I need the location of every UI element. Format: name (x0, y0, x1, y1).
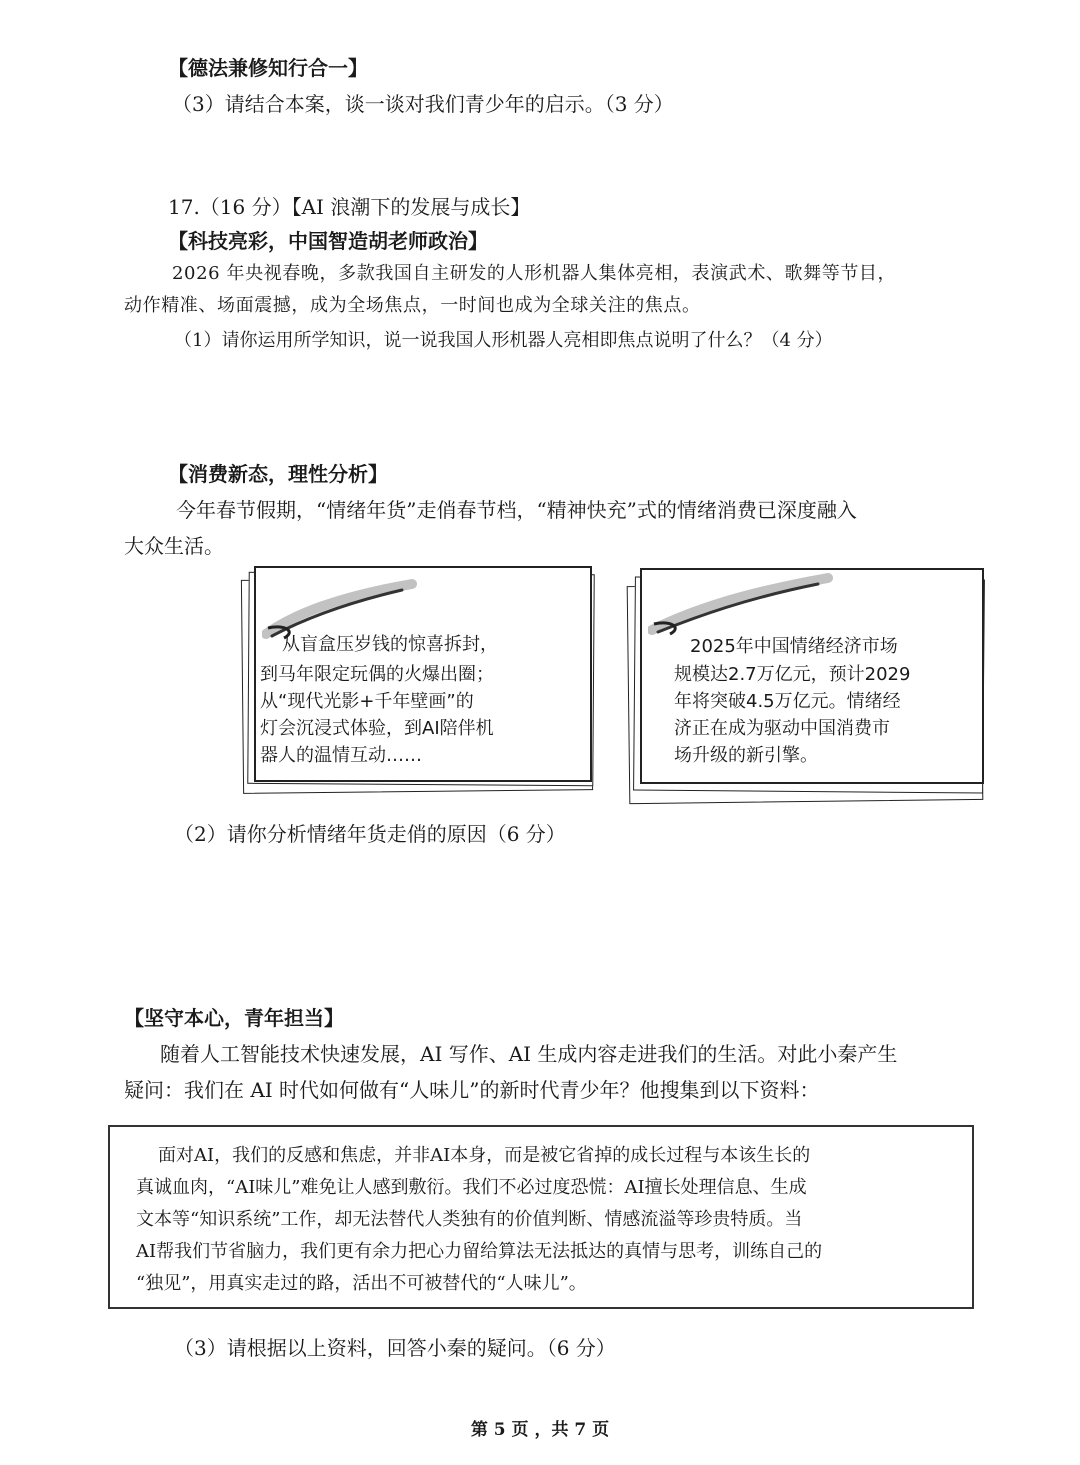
card-right-line: 规模达2.7万亿元，预计2029 (674, 664, 911, 685)
card-right-line: 场升级的新引擎。 (674, 745, 818, 766)
question-16-3: （3）请结合本案，谈一谈对我们青少年的启示。（3 分） (172, 92, 674, 116)
paragraph-youth-line1: 随着人工智能技术快速发展，AI 写作、AI 生成内容走进我们的生活。对此小秦产生 (160, 1042, 898, 1066)
card-right-line: 2025年中国情绪经济市场 (690, 636, 898, 657)
quote-line: “独见”，用真实走过的路，活出不可被替代的“人味儿”。 (136, 1273, 587, 1294)
quote-line: 真诚血肉，“AI味儿”难免让人感到敷衍。我们不必过度恐慌：AI擅长处理信息、生成 (136, 1177, 807, 1198)
quote-line: 文本等“知识系统”工作，却无法替代人类独有的价值判断、情感流溢等珍贵特质。当 (136, 1209, 803, 1230)
card-right-line: 济正在成为驱动中国消费市 (674, 718, 890, 739)
paragraph-youth-line2: 疑问：我们在 AI 时代如何做有“人味儿”的新时代青少年？他搜集到以下资料： (124, 1078, 820, 1102)
paragraph-consumption-line1: 今年春节假期，“情绪年货”走俏春节档，“精神快充”式的情绪消费已深度融入 (176, 498, 857, 522)
section-heading-consumption: 【消费新态，理性分析】 (168, 462, 388, 486)
card-left-line: 从“现代光影+千年壁画”的 (260, 691, 474, 712)
page-footer: 第 5 页 ，共 7 页 (470, 1420, 610, 1440)
card-left-line: 灯会沉浸式体验，到AI陪伴机 (260, 718, 494, 739)
card-left-line: 到马年限定玩偶的火爆出圈； (260, 664, 494, 685)
paragraph-tech-line2: 动作精准、场面震撼，成为全场焦点，一时间也成为全球关注的焦点。 (124, 295, 701, 316)
card-left-line: 从盲盒压岁钱的惊喜拆封， (282, 634, 498, 655)
question-17-1: （1）请你运用所学知识，说一说我国人形机器人亮相即焦点说明了什么？（4 分） (174, 330, 833, 351)
card-right-line: 年将突破4.5万亿元。情绪经 (674, 691, 901, 712)
paragraph-tech-line1: 2026 年央视春晚，多款我国自主研发的人形机器人集体亮相，表演武术、歌舞等节目， (172, 263, 897, 284)
quote-box (108, 1125, 974, 1309)
brush-stroke-icon (648, 572, 838, 638)
section-heading-ethics: 【德法兼修知行合一】 (168, 56, 368, 80)
paragraph-consumption-line2: 大众生活。 (124, 534, 224, 558)
section-heading-youth: 【坚守本心，青年担当】 (124, 1006, 344, 1030)
card-left-line: 器人的温情互动…… (260, 745, 422, 766)
quote-line: 面对AI，我们的反感和焦虑，并非AI本身，而是被它省掉的成长过程与本该生长的 (158, 1145, 811, 1166)
question-17-2: （2）请你分析情绪年货走俏的原因（6 分） (174, 822, 566, 846)
question-17-3: （3）请根据以上资料，回答小秦的疑问。（6 分） (174, 1336, 616, 1360)
section-heading-tech: 【科技亮彩，中国智造胡老师政治】 (168, 229, 488, 253)
question-17-title: 17.（16 分）【AI 浪潮下的发展与成长】 (168, 195, 531, 219)
quote-line: AI帮我们节省脑力，我们更有余力把心力留给算法无法抵达的真情与思考，训练自己的 (136, 1241, 823, 1262)
